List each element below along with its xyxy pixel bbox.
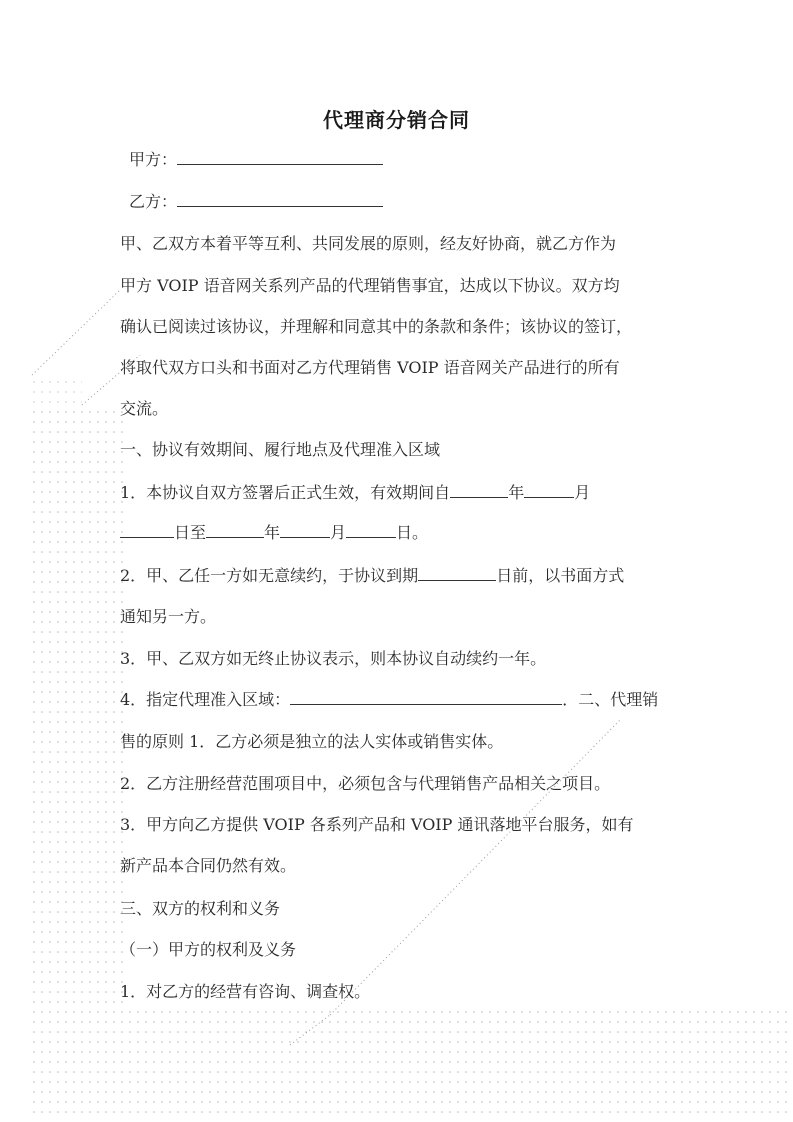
- notice-days-blank[interactable]: [418, 566, 496, 581]
- intro-line: 将取代双方口头和书面对乙方代理销售 VOIP 语音网关产品进行的所有: [120, 358, 620, 377]
- clause-1-3: 3．甲、乙双方如无终止协议表示，则本协议自动续约一年。: [120, 649, 547, 668]
- clause-1-1-line1: 1．本协议自双方签署后正式生效，有效期间自 年 月: [120, 483, 591, 502]
- intro-line: 甲方 VOIP 语音网关系列产品的代理销售事宜，达成以下协议。双方均: [120, 276, 620, 295]
- clause-1-1-line2: 日至 年 月 日。: [120, 523, 428, 543]
- clause-1-2-line2: 通知另一方。: [120, 607, 217, 626]
- end-year-blank[interactable]: [206, 523, 264, 538]
- section1-heading: 一、协议有效期间、履行地点及代理准入区域: [120, 440, 441, 459]
- start-month-blank[interactable]: [524, 483, 574, 498]
- start-year-blank[interactable]: [450, 483, 508, 498]
- intro-line: 交流。: [120, 399, 169, 418]
- party-a-line: [129, 150, 383, 170]
- sub1-heading: （一）甲方的权利及义务: [120, 940, 297, 959]
- region-blank[interactable]: [290, 690, 562, 705]
- section3-heading: 三、双方的权利和义务: [120, 899, 281, 918]
- party-b-line: [129, 192, 383, 212]
- party-a-blank[interactable]: [177, 150, 383, 165]
- item-1: 1．对乙方的经营有咨询、调查权。: [120, 982, 371, 1001]
- section2-line: 售的原则 1．乙方必须是独立的法人实体或销售实体。: [120, 732, 504, 751]
- clause-2-3-line1: 3．甲方向乙方提供 VOIP 各系列产品和 VOIP 通讯落地平台服务，如有: [120, 815, 634, 834]
- intro-line: 甲、乙双方本着平等互利、共同发展的原则，经友好协商，就乙方作为: [120, 234, 617, 253]
- intro-line: 确认已阅读过该协议，并理解和同意其中的条款和条件；该协议的签订，: [120, 317, 633, 336]
- party-b-blank[interactable]: [177, 192, 383, 207]
- end-day-blank[interactable]: [346, 523, 396, 538]
- document-title: 代理商分销合同: [323, 108, 470, 132]
- clause-2-3-line2: 新产品本合同仍然有效。: [120, 856, 297, 875]
- party-b-label: 乙方：: [129, 192, 178, 211]
- start-day-blank[interactable]: [120, 523, 174, 538]
- clause-1-4: 4．指定代理准入区域： ．二、代理销: [120, 690, 659, 709]
- party-a-label: 甲方：: [129, 150, 178, 169]
- end-month-blank[interactable]: [280, 523, 330, 538]
- clause-2-2: 2．乙方注册经营范围项目中，必须包含与代理销售产品相关之项目。: [120, 774, 611, 793]
- clause-1-2-line1: 2．甲、乙任一方如无意续约，于协议到期 日前，以书面方式: [120, 566, 625, 585]
